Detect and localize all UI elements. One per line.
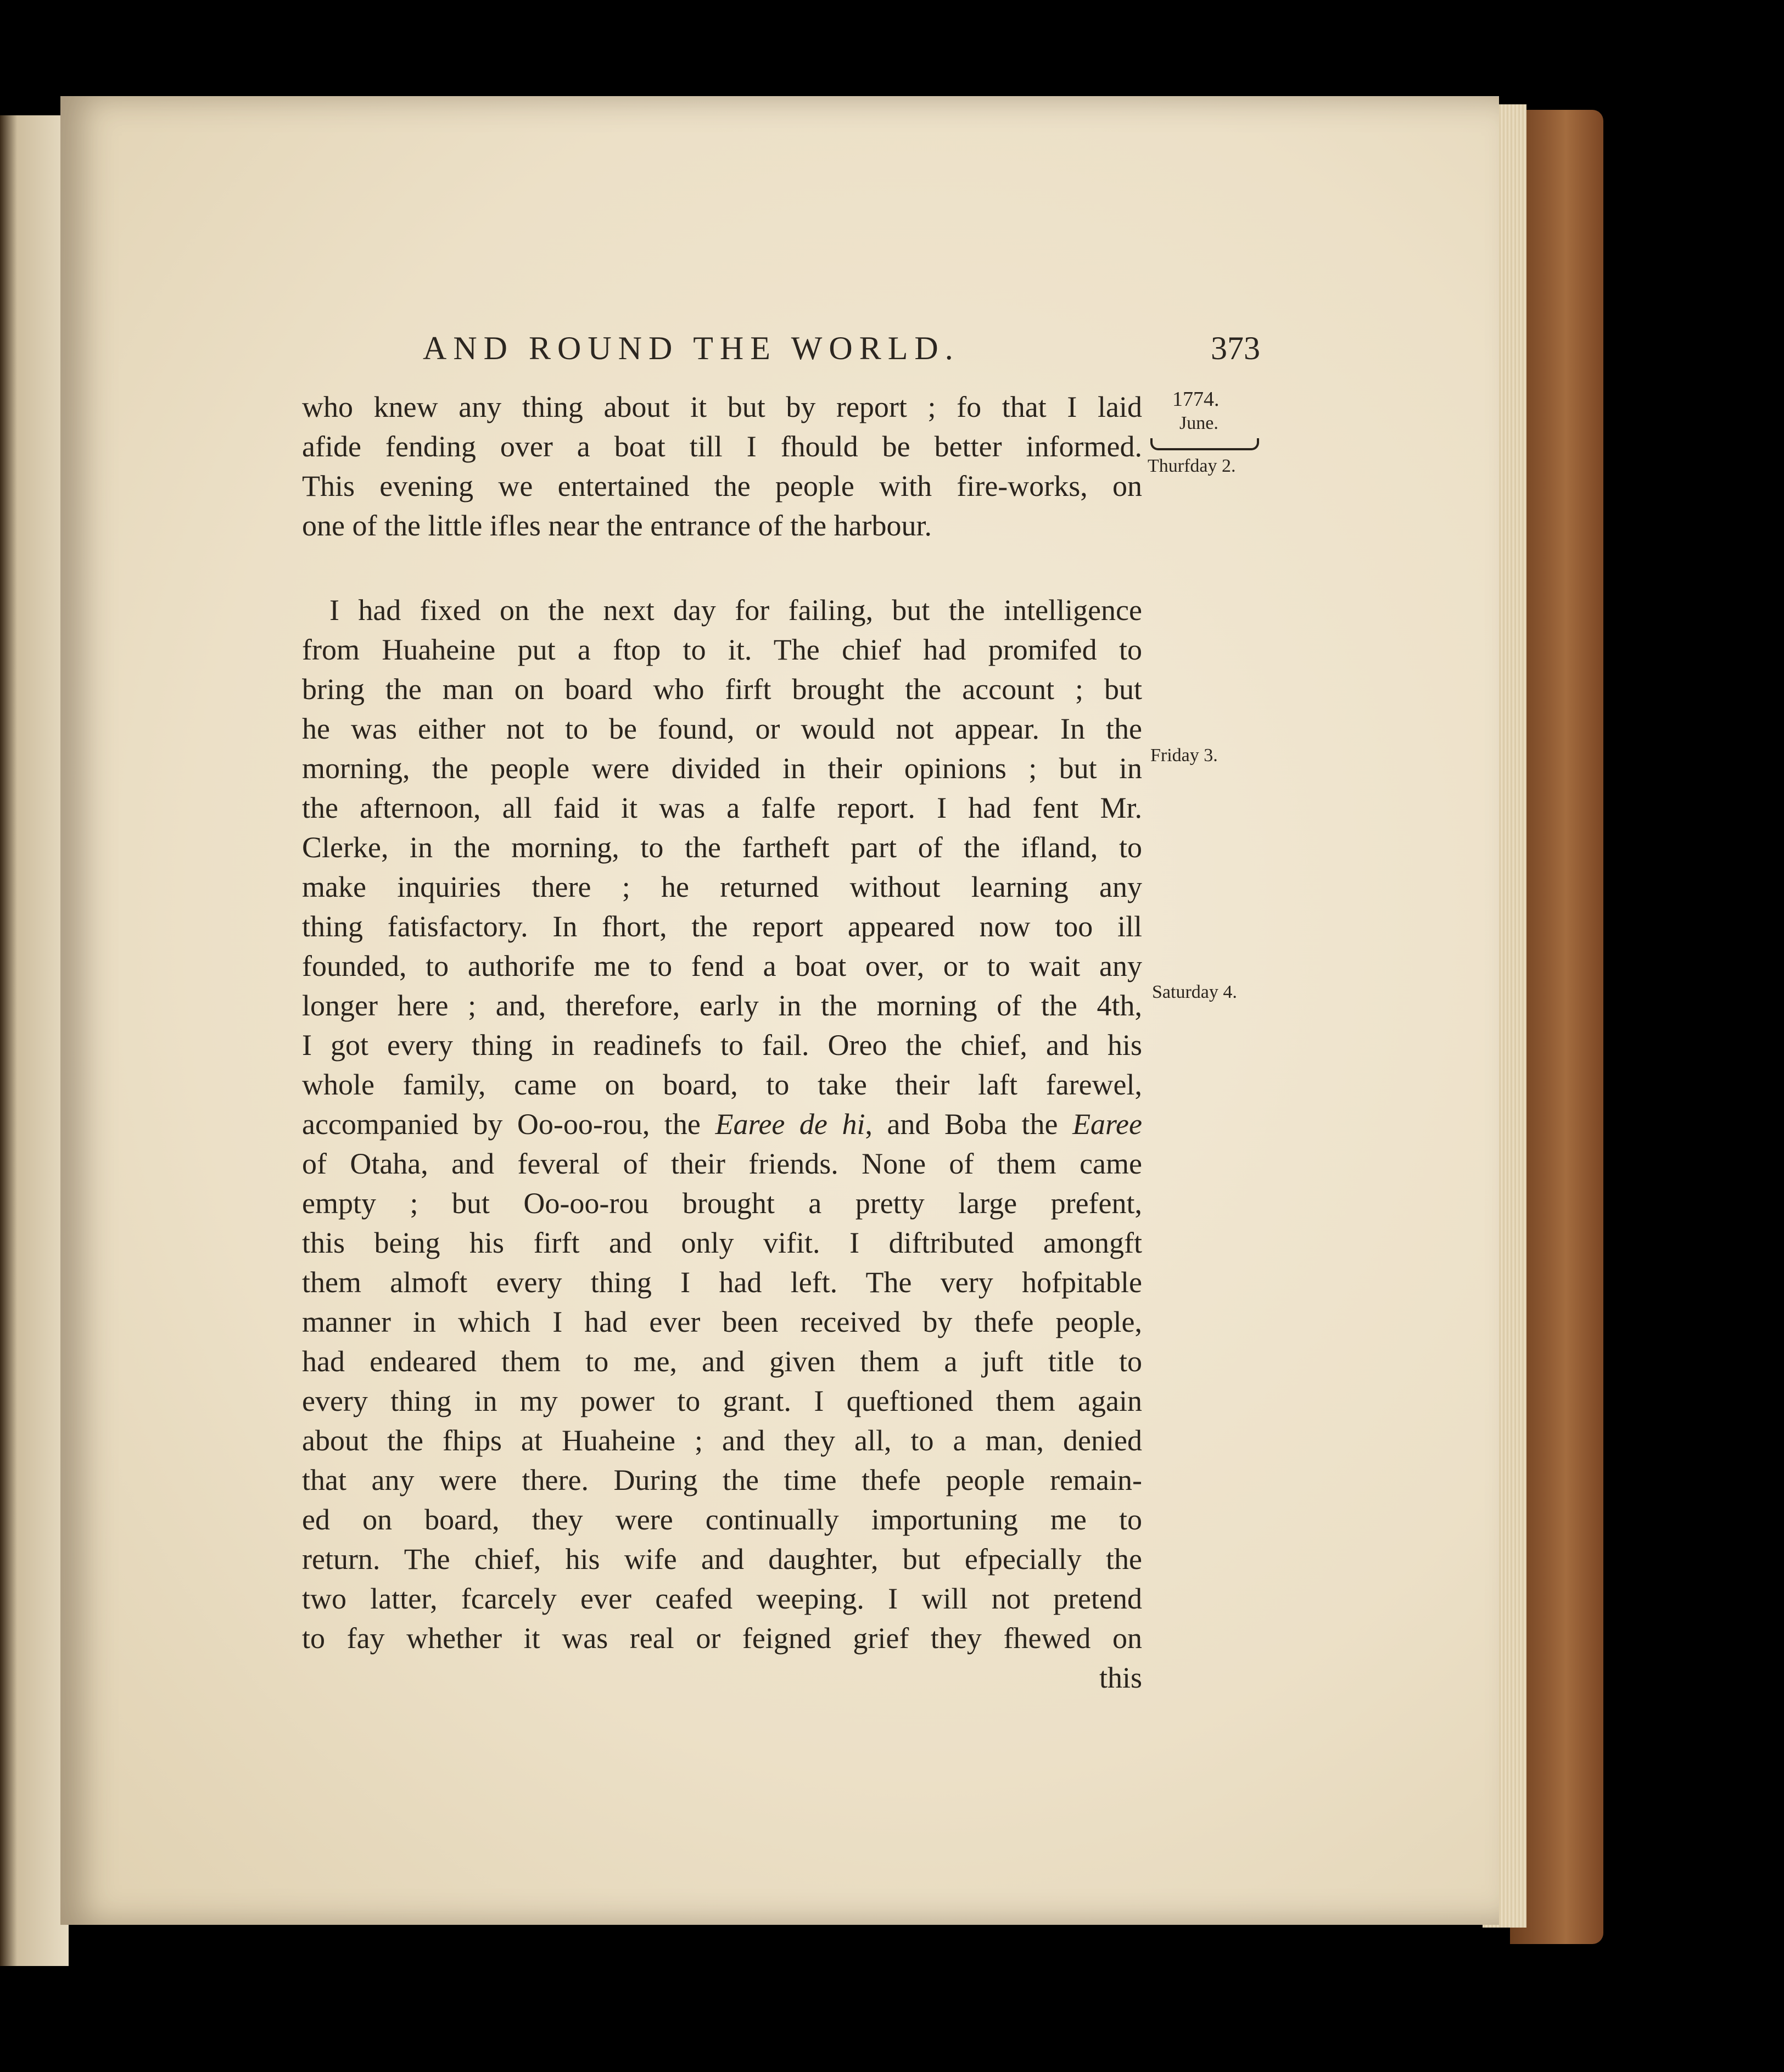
- text-line: manner in which I had ever been received by thefe people,: [302, 1305, 1142, 1338]
- body-text: [302, 387, 1142, 1697]
- text-line: of Otaha, and feveral of their friends. None of them came: [302, 1147, 1142, 1180]
- margin-month: June.: [1179, 413, 1218, 433]
- text-line: bring the man on board who firft brought the account ; but: [302, 673, 1142, 706]
- text-segment: , and Boba the: [865, 1108, 1073, 1141]
- text-line: about the fhips at Huaheine ; and they all, to a man, denied: [302, 1424, 1142, 1457]
- text-line: return. The chief, his wife and daughter, but efpecially the: [302, 1543, 1142, 1576]
- text-line: them almoft every thing I had left. The very hofpitable: [302, 1266, 1142, 1299]
- catchword: this: [1099, 1661, 1142, 1694]
- text-line: the afternoon, all faid it was a falfe report. I had fent Mr.: [302, 791, 1142, 824]
- text-line: from Huaheine put a ftop to it. The chief had promifed to: [302, 633, 1142, 666]
- text-line: Clerke, in the morning, to the fartheft part of the ifland, to: [302, 831, 1142, 864]
- text-line: who knew any thing about it but by report ; fo that I laid: [302, 390, 1142, 423]
- margin-brace: [1150, 438, 1259, 450]
- text-line: ed on board, they were continually importuning me to: [302, 1503, 1142, 1536]
- text-line: morning, the people were divided in their opinions ; but in: [302, 752, 1142, 785]
- margin-date-friday: Friday 3.: [1150, 745, 1218, 766]
- running-header: AND ROUND THE WORLD.: [423, 330, 960, 366]
- text-line: to fay whether it was real or feigned grief they fhewed on: [302, 1622, 1142, 1655]
- text-segment: accompanied by Oo-oo-rou, the: [302, 1108, 715, 1141]
- text-line: make inquiries there ; he returned without learning any: [302, 870, 1142, 903]
- text-line: two latter, fcarcely ever ceafed weeping. I will not pretend: [302, 1582, 1142, 1615]
- text-line: afide fending over a boat till I fhould be better informed.: [302, 430, 1142, 463]
- text-line: longer here ; and, therefore, early in the morning of the 4th,: [302, 989, 1142, 1022]
- text-italic: Earee: [1072, 1108, 1142, 1141]
- text-italic: Earee de hi: [715, 1108, 865, 1141]
- text-line: whole family, came on board, to take their laft farewel,: [302, 1068, 1142, 1101]
- text-line: This evening we entertained the people with fire-works, on: [302, 470, 1142, 502]
- page-number: 373: [1211, 330, 1260, 366]
- text-line: empty ; but Oo-oo-rou brought a pretty large prefent,: [302, 1187, 1142, 1220]
- text-line: had endeared them to me, and given them a juft title to: [302, 1345, 1142, 1378]
- margin-date-saturday: Saturday 4.: [1152, 982, 1237, 1002]
- text-line: founded, to authorife me to fend a boat over, or to wait any: [302, 950, 1142, 982]
- text-line: he was either not to be found, or would not appear. In the: [302, 712, 1142, 745]
- text-line: I got every thing in readinefs to fail. Oreo the chief, and his: [302, 1029, 1142, 1062]
- margin-date-thursday: Thurfday 2.: [1148, 456, 1236, 476]
- text-line: this being his firft and only vifit. I diftributed amongft: [302, 1226, 1142, 1259]
- text-line: every thing in my power to grant. I queftioned them again: [302, 1384, 1142, 1417]
- margin-year: 1774.: [1172, 388, 1220, 411]
- text-line: one of the little ifles near the entrance of the harbour.: [302, 509, 932, 542]
- text-line: that any were there. During the time thefe people remain-: [302, 1464, 1142, 1496]
- text-line: thing fatisfactory. In fhort, the report appeared now too ill: [302, 910, 1142, 943]
- text-line-mixed: [302, 1104, 1142, 1144]
- text-line: I had fixed on the next day for failing, but the intelligence: [329, 594, 1142, 627]
- left-page-edge: [0, 115, 69, 1966]
